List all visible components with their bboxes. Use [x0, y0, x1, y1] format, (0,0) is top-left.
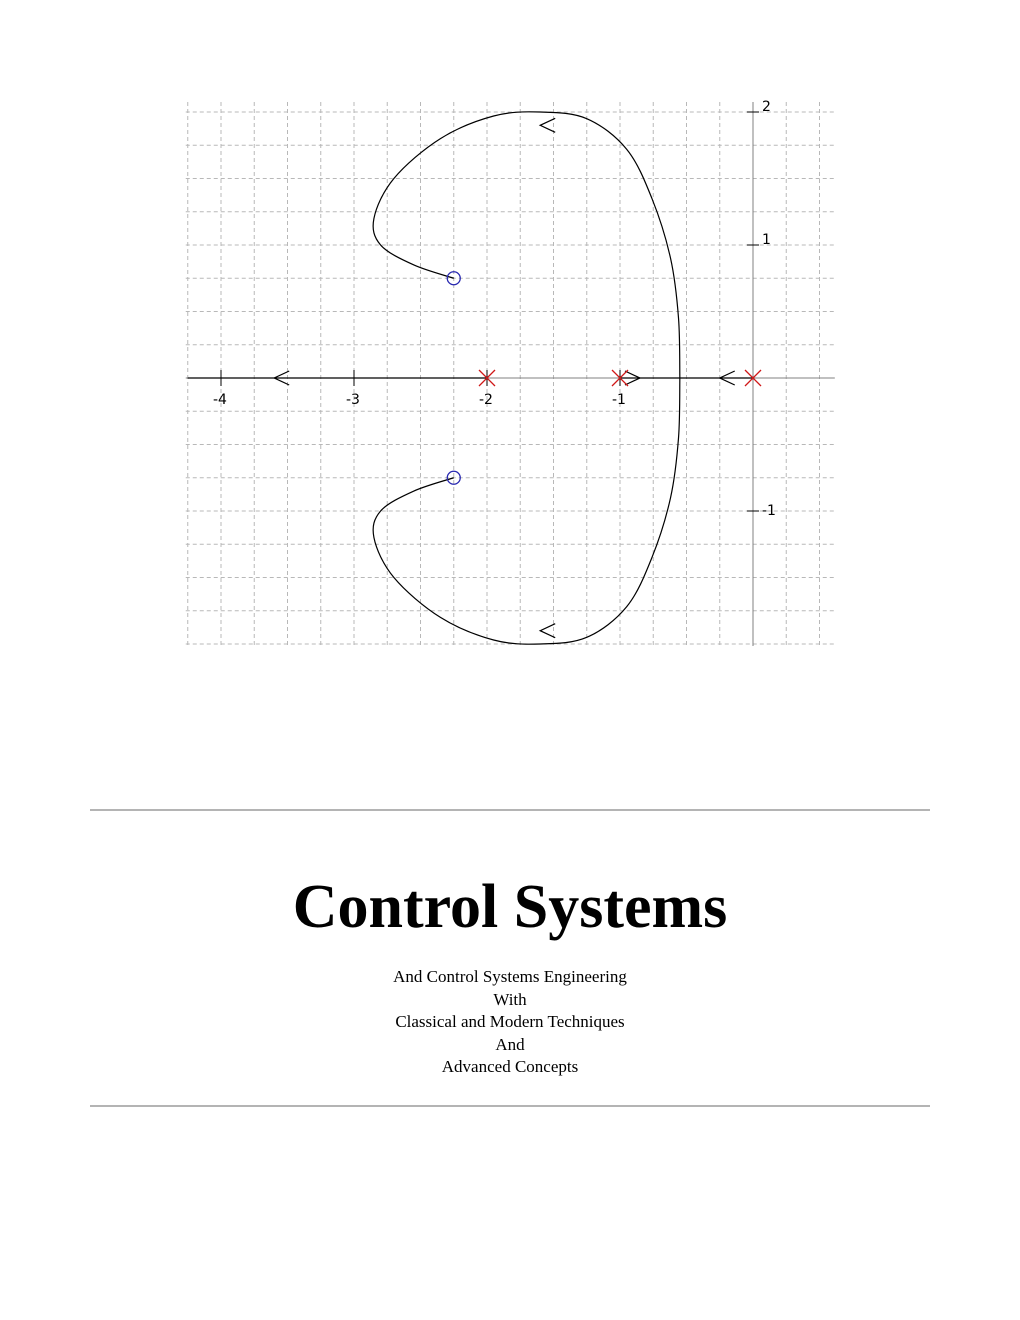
locus-branches: [188, 112, 753, 644]
x-tick-label: -2: [479, 392, 493, 408]
document-title: Control Systems: [292, 873, 728, 941]
subtitle-line: Advanced Concepts: [441, 1057, 579, 1076]
top-divider: [90, 809, 930, 811]
direction-arrow: [540, 118, 555, 132]
document-subtitle: [0, 966, 1020, 1079]
x-tick-label: -3: [346, 392, 360, 408]
subtitle-line: With: [493, 989, 527, 1009]
y-tick-label: 2: [762, 99, 771, 115]
x-tick-label: -1: [612, 392, 626, 408]
direction-arrow: [540, 624, 555, 638]
y-tick-label: 1: [762, 232, 771, 248]
bottom-divider: [90, 1105, 930, 1107]
y-tick-label: -1: [762, 503, 776, 519]
subtitle-line: Classical and Modern Techniques: [395, 1012, 625, 1031]
subtitle-line: And Control Systems Engineering: [393, 967, 627, 986]
x-tick-label: -4: [213, 392, 227, 408]
tick-labels: [213, 99, 776, 519]
subtitle-line: And: [495, 1034, 525, 1054]
